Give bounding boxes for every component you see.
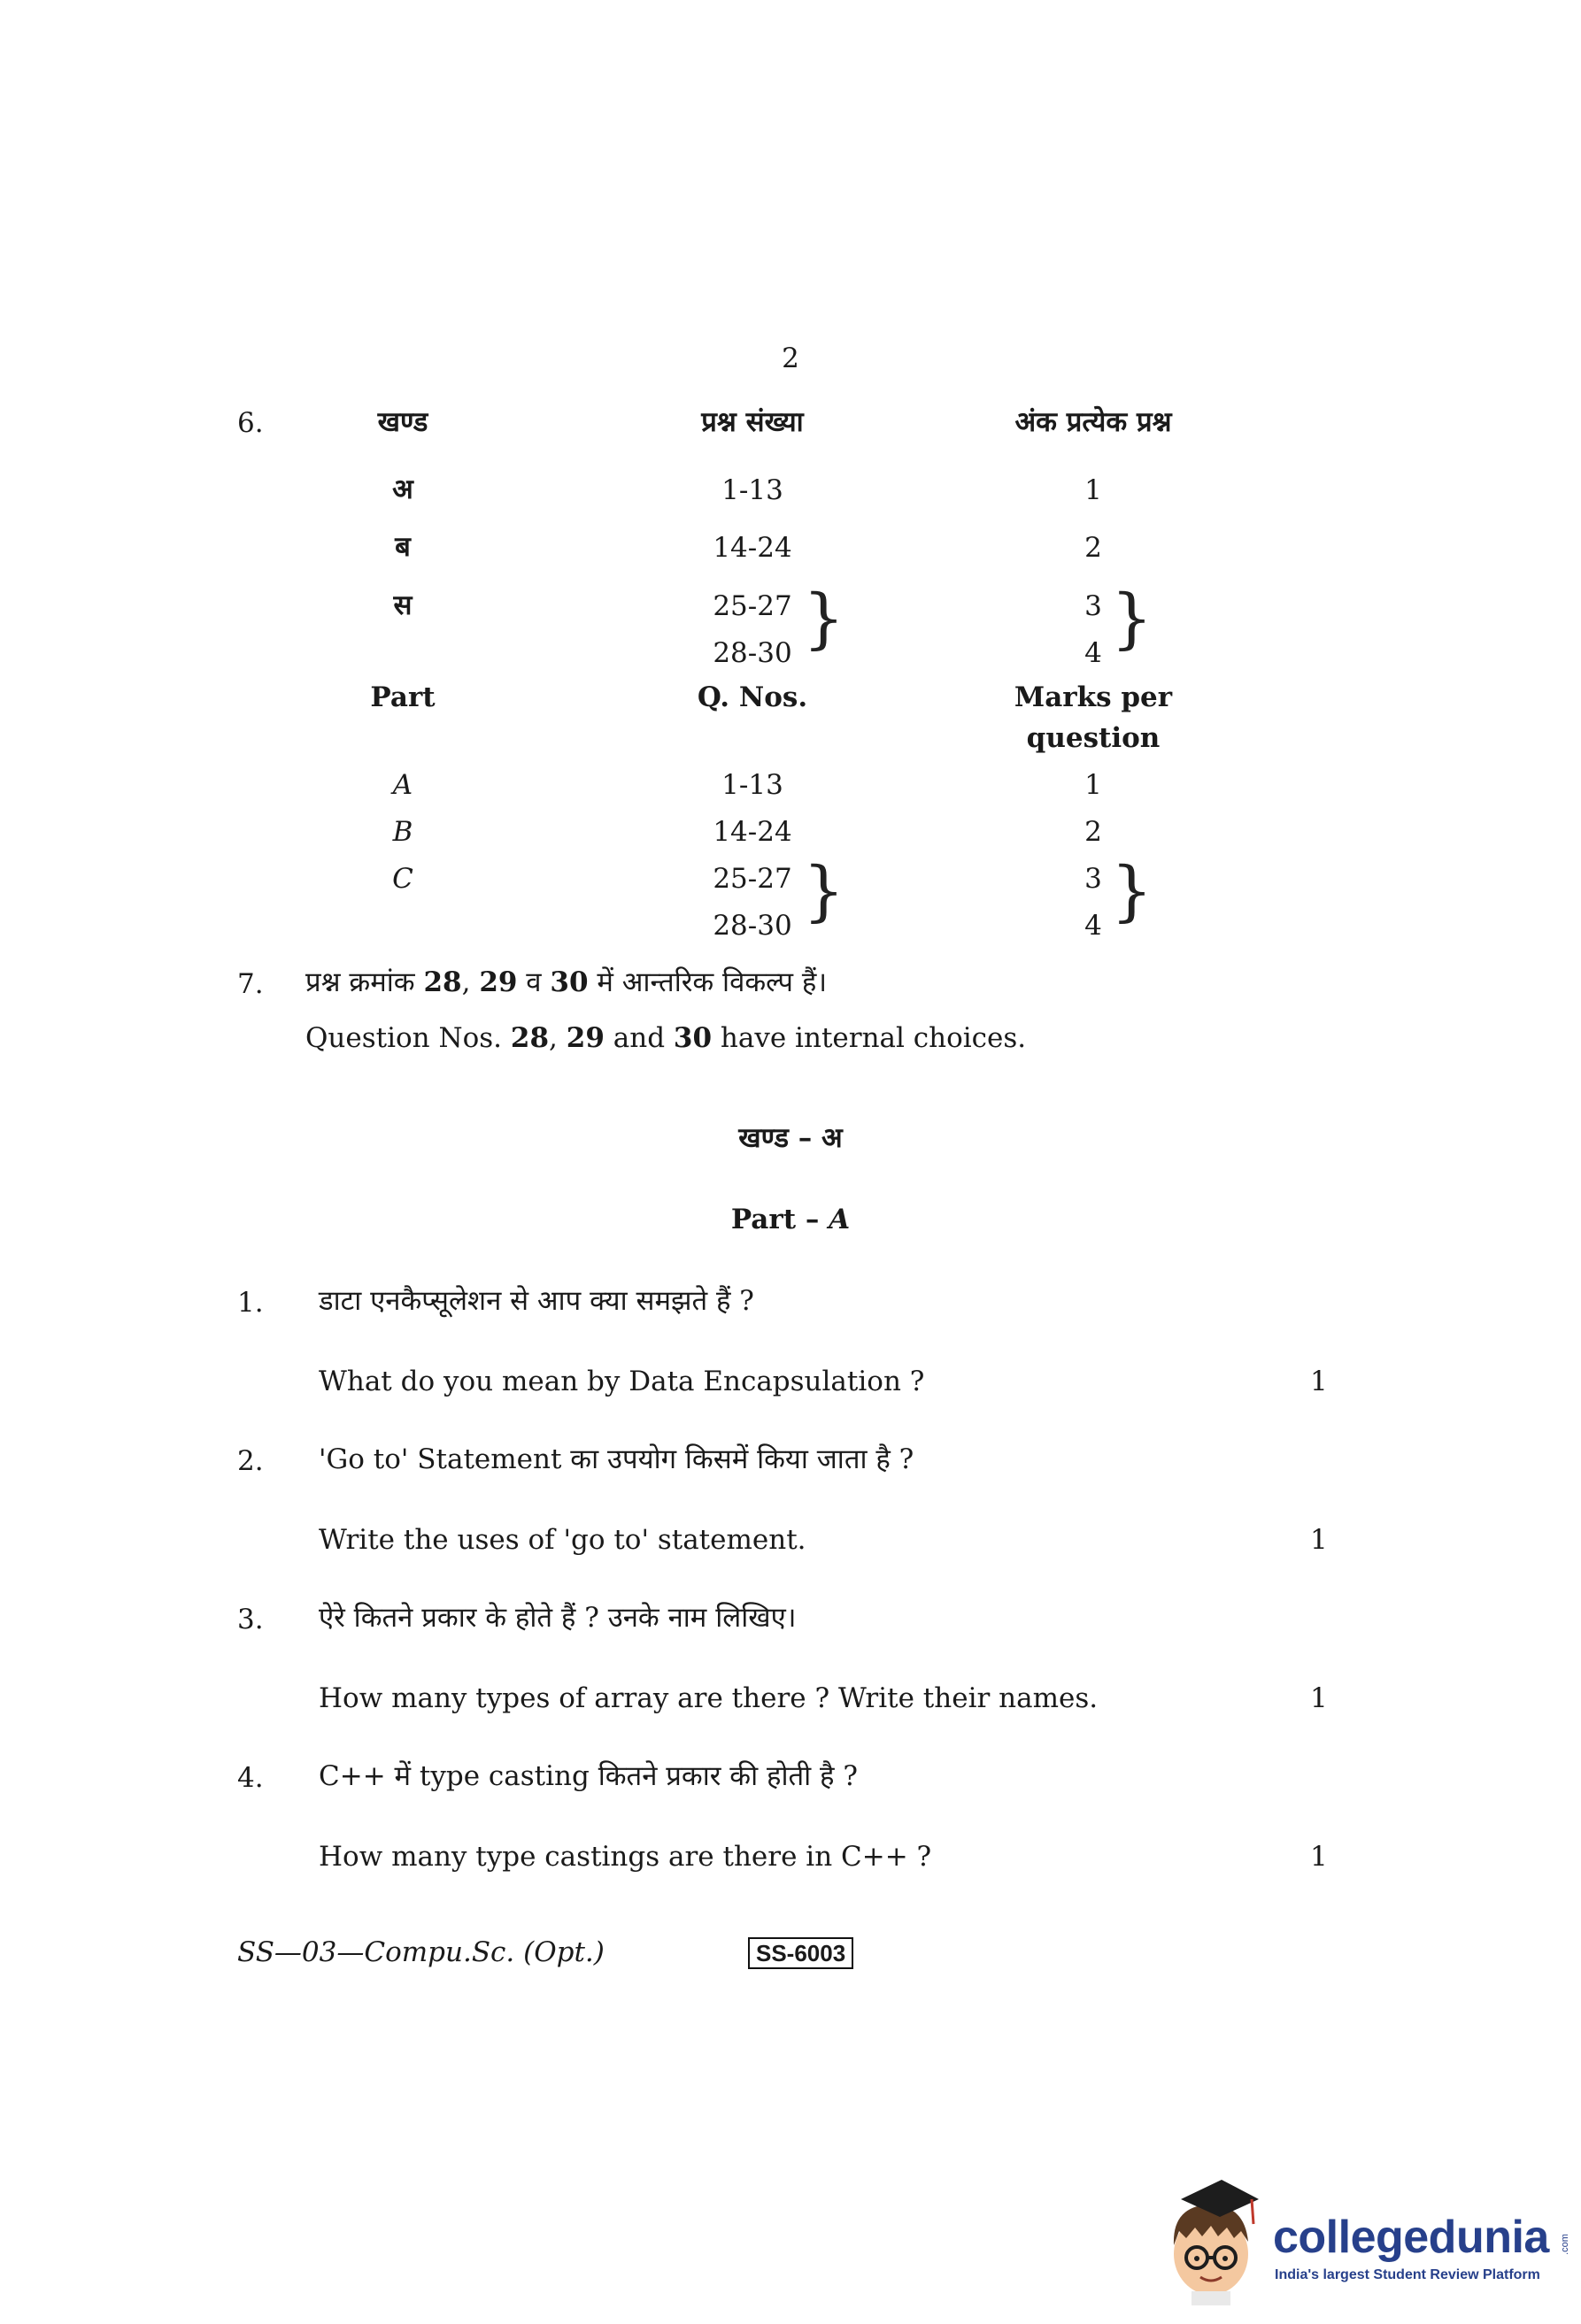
mascot-icon xyxy=(1160,2173,1266,2305)
question-number: 3. xyxy=(237,1604,264,1635)
question-marks: 1 xyxy=(1310,1682,1328,1714)
table-cell: 1-13 xyxy=(721,769,783,801)
brace-icon: } xyxy=(803,853,845,929)
question-hindi: 'Go to' Statement का उपयोग किसमें किया जाता है ? xyxy=(319,1443,914,1475)
logo-tagline: India's largest Student Review Platform xyxy=(1275,2267,1540,2282)
table-cell: 28-30 xyxy=(713,910,792,942)
table-cell: 28-30 xyxy=(713,637,792,669)
question-hindi: C++ में type casting कितने प्रकार की होती है ? xyxy=(319,1760,858,1792)
brace-icon: } xyxy=(1111,853,1153,929)
table-header-marks-per: Marks per xyxy=(1014,681,1173,713)
section-title-english: Part – A xyxy=(730,1204,851,1235)
table-cell: 25-27 xyxy=(713,590,792,622)
table-cell: 3 xyxy=(1084,863,1102,895)
table-cell: C xyxy=(392,863,413,895)
brace-icon: } xyxy=(803,581,845,657)
question-english: How many type castings are there in C++ ? xyxy=(319,1841,932,1873)
table-cell: 2 xyxy=(1084,532,1102,564)
footer-code: SS—03—Compu.Sc. (Opt.) xyxy=(237,1936,605,1968)
table-cell: A xyxy=(392,769,413,801)
table-header-question: question xyxy=(1026,722,1161,754)
table-cell: स xyxy=(393,589,413,621)
table-header-part: Part xyxy=(370,681,436,713)
question-english: How many types of array are there ? Write their names. xyxy=(319,1682,1099,1714)
table-cell: B xyxy=(392,816,413,848)
question-hindi: ऐरे कितने प्रकार के होते हैं ? उनके नाम लिखिए। xyxy=(319,1602,797,1634)
table-cell: 4 xyxy=(1084,637,1102,669)
section-title-hindi: खण्ड – अ xyxy=(738,1122,843,1154)
table-cell: ब xyxy=(395,531,411,563)
question-number: 4. xyxy=(237,1762,264,1794)
instruction-number: 7. xyxy=(237,968,264,1000)
table-cell: अ xyxy=(392,473,413,505)
question-hindi: डाटा एनकैप्सूलेशन से आप क्या समझते हैं ? xyxy=(319,1285,754,1317)
question-marks: 1 xyxy=(1310,1524,1328,1556)
table-header-qnos-hindi: प्रश्न संख्या xyxy=(701,406,804,438)
table-cell: 14-24 xyxy=(713,816,792,848)
instruction-7-hindi: प्रश्न क्रमांक 28, 29 व 30 में आन्तरिक विकल्प हैं। xyxy=(305,966,828,998)
table-cell: 14-24 xyxy=(713,532,792,564)
table-cell: 1-13 xyxy=(721,474,783,506)
table-header-qnos: Q. Nos. xyxy=(697,681,808,713)
question-english: Write the uses of 'go to' statement. xyxy=(319,1524,806,1556)
question-number: 1. xyxy=(237,1287,264,1319)
table-cell: 1 xyxy=(1084,474,1102,506)
page-number: 2 xyxy=(782,342,799,374)
brace-icon: } xyxy=(1111,581,1153,657)
table-header-section-hindi: खण्ड xyxy=(377,406,428,438)
instruction-7-english: Question Nos. 28, 29 and 30 have internal choices. xyxy=(305,1022,1027,1054)
table-cell: 25-27 xyxy=(713,863,792,895)
table-cell: 4 xyxy=(1084,910,1102,942)
question-marks: 1 xyxy=(1310,1841,1328,1873)
table-cell: 3 xyxy=(1084,590,1102,622)
question-number: 2. xyxy=(237,1445,264,1477)
question-english: What do you mean by Data Encapsulation ? xyxy=(319,1366,925,1397)
logo-suffix: .com xyxy=(1559,2234,1570,2255)
table-cell: 1 xyxy=(1084,769,1102,801)
table-cell: 2 xyxy=(1084,816,1102,848)
paper-id-box: SS-6003 xyxy=(748,1937,853,1969)
question-marks: 1 xyxy=(1310,1366,1328,1397)
table-header-marks-hindi: अंक प्रत्येक प्रश्न xyxy=(1014,406,1172,438)
logo-wordmark: collegedunia xyxy=(1273,2212,1549,2263)
instruction-number: 6. xyxy=(237,407,264,439)
